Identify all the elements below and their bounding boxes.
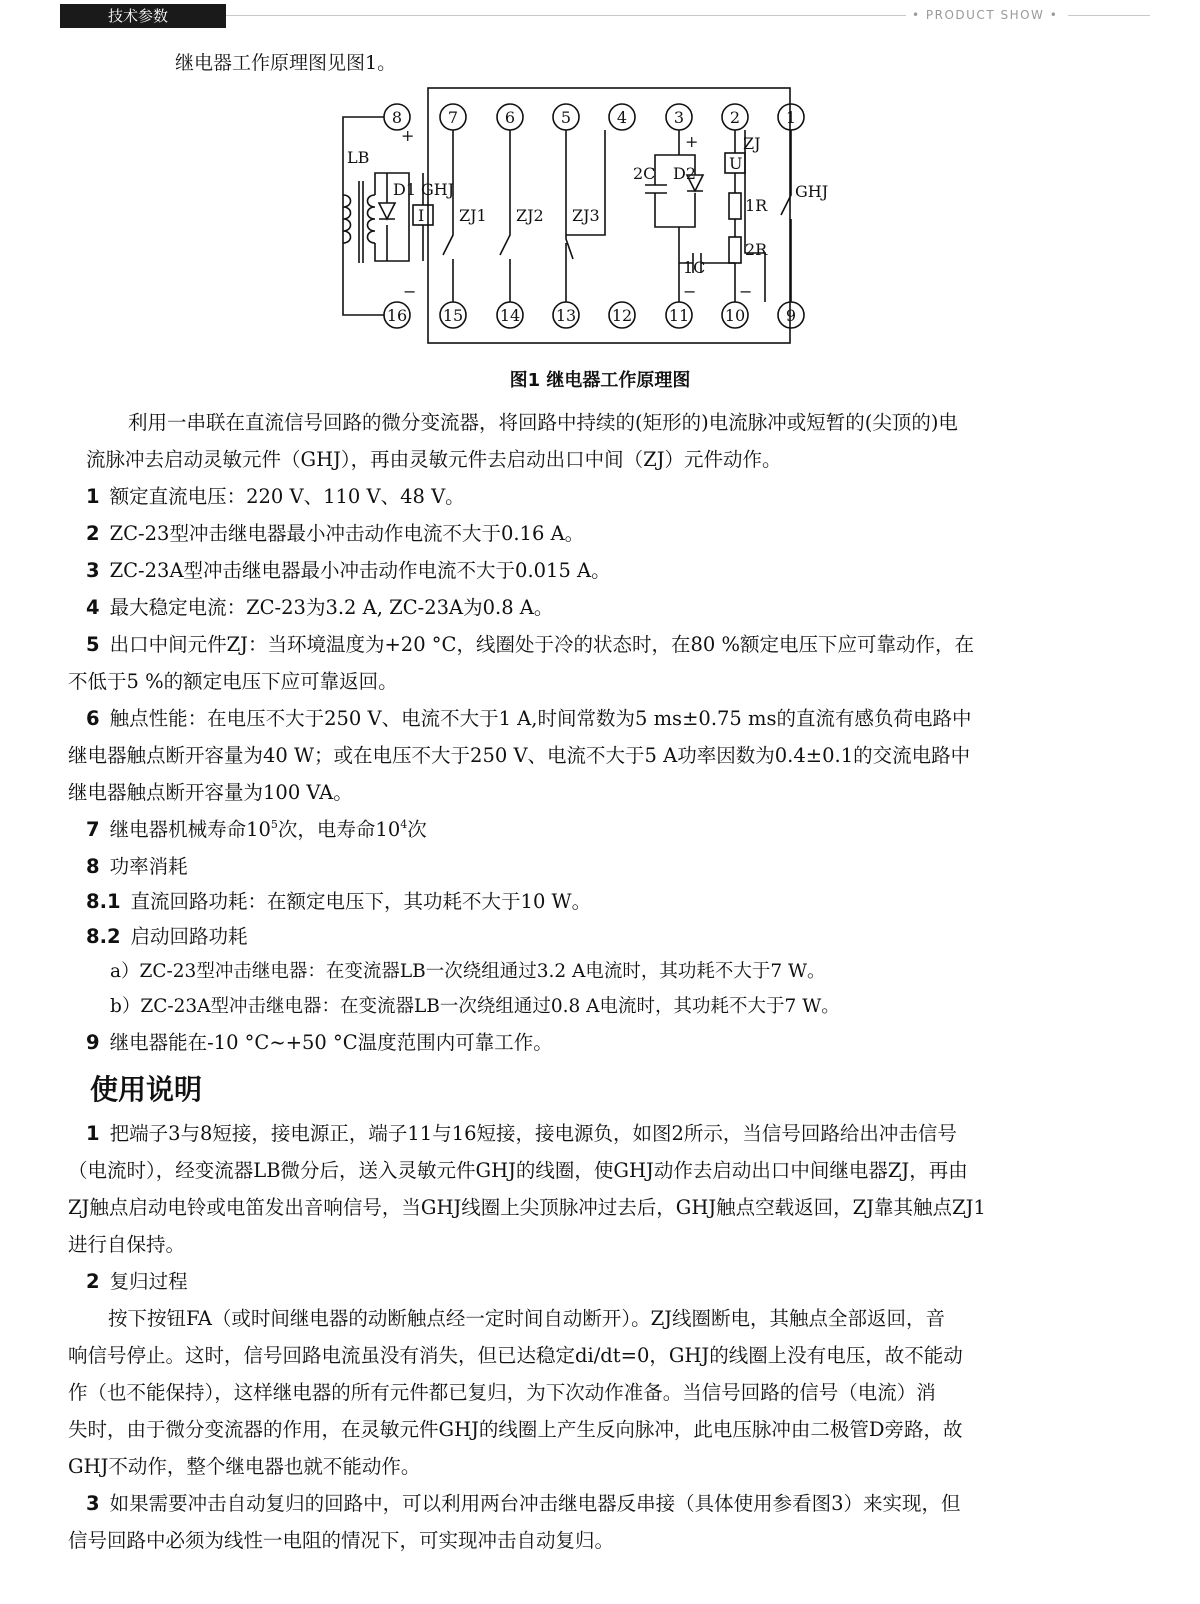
param-item-2: 2 ZC-23型冲击继电器最小冲击动作电流不大于0.16 A。: [86, 522, 585, 545]
usage-2-line-5: GHJ不动作，整个继电器也就不能动作。: [68, 1455, 421, 1478]
label-i: I: [418, 206, 425, 225]
description-line-2: 流脉冲去启动灵敏元件（GHJ），再由灵敏元件去启动出口中间（ZJ）元件动作。: [86, 448, 782, 471]
r2-resistor: [729, 237, 741, 263]
usage-3-line-2: 信号回路中必须为线性一电阻的情况下，可实现冲击自动复归。: [68, 1529, 615, 1552]
label-2r: 2R: [745, 240, 768, 259]
terminal-3: 3: [673, 108, 685, 127]
label-zj1: ZJ1: [459, 206, 487, 225]
zj2-contact: [500, 130, 510, 302]
usage-1-line-2: （电流时），经变流器LB微分后，送入灵敏元件GHJ的线圈，使GHJ动作去启动出口中间继电器ZJ，再由: [68, 1159, 968, 1182]
usage-2-title: 2 复归过程: [86, 1270, 188, 1293]
terminal-16: 16: [386, 306, 408, 325]
minus-16: −: [403, 282, 417, 301]
terminal-5: 5: [560, 108, 572, 127]
param-item-9: 9 继电器能在-10 °C~+50 °C温度范围内可靠工作。: [86, 1031, 553, 1054]
label-d2: D2: [673, 164, 697, 183]
param-item-1: 1 额定直流电压：220 V、110 V、48 V。: [86, 485, 465, 508]
brand-label: • PRODUCT SHOW •: [912, 8, 1059, 22]
page-header: [0, 0, 1200, 32]
terminal-7: 7: [447, 108, 459, 127]
label-u: U: [729, 154, 743, 173]
terminal-15: 15: [442, 306, 464, 325]
param-item-6-line-3: 继电器触点断开容量为100 VA。: [68, 781, 353, 804]
figure-caption: 图1 继电器工作原理图: [509, 370, 691, 391]
terminal-2: 2: [729, 108, 741, 127]
usage-2-line-1: 按下按钮FA（或时间继电器的动断触点经一定时间自动断开）。ZJ线圈断电，其触点全部返回，音: [108, 1307, 946, 1330]
zj-loop-wire: [745, 130, 765, 302]
plus-3: +: [685, 132, 699, 151]
lb-secondary-coil: [368, 195, 376, 243]
terminal-13: 13: [555, 306, 577, 325]
description-line-1: 利用一串联在直流信号回路的微分变流器，将回路中持续的(矩形的)电流脉冲或短暂的(尖顶的)电: [128, 411, 958, 434]
terminal-11: 11: [668, 306, 690, 325]
usage-1-line-3: ZJ触点启动电铃或电笛发出音响信号，当GHJ线圈上尖顶脉冲过去后，GHJ触点空载返回，ZJ靠其触点ZJ1: [68, 1196, 986, 1219]
param-item-6-line-1: 6 触点性能：在电压不大于250 V、电流不大于1 A,时间常数为5 ms±0.75 ms的直流有感负荷电路中: [86, 707, 972, 730]
label-zj3: ZJ3: [572, 206, 600, 225]
lb-primary-coil: [343, 195, 351, 243]
param-item-8-2-b: b）ZC-23A型冲击继电器：在变流器LB一次绕组通过0.8 A电流时，其功耗不大于7 W。: [110, 996, 840, 1017]
param-item-8: 8 功率消耗: [86, 855, 188, 878]
terminal-12: 12: [611, 306, 633, 325]
c2-capacitor: [645, 185, 667, 193]
label-1c: 1C: [683, 258, 706, 277]
label-1r: 1R: [745, 196, 768, 215]
usage-1-line-1: 1 把端子3与8短接，接电源正，端子11与16短接，接电源负，如图2所示，当信号回路给出冲击信号: [86, 1122, 957, 1145]
terminal-14: 14: [499, 306, 521, 325]
label-zj: ZJ: [743, 134, 761, 153]
usage-3-line-1: 3 如果需要冲击自动复归的回路中，可以利用两台冲击继电器反串接（具体使用参看图3）来实现，但: [86, 1492, 961, 1515]
usage-2-line-4: 失时，由于微分变流器的作用，在灵敏元件GHJ的线圈上产生反向脉冲，此电压脉冲由二极管D旁路，故: [68, 1418, 963, 1441]
param-item-6-line-2: 继电器触点断开容量为40 W；或在电压不大于250 V、电流不大于5 A功率因数为0.4±0.1的交流电路中: [68, 744, 971, 767]
usage-1-line-4: 进行自保持。: [68, 1233, 186, 1256]
terminal-6: 6: [504, 108, 516, 127]
terminal-9: 9: [785, 306, 797, 325]
terminal-4: 4: [616, 108, 628, 127]
label-ghj-coil: GHJ: [421, 180, 455, 199]
param-item-5-line-2: 不低于5 %的额定电压下应可靠返回。: [68, 670, 398, 693]
terminal-8: 8: [391, 108, 403, 127]
zj1-contact: [443, 130, 453, 302]
param-item-3: 3 ZC-23A型冲击继电器最小冲击动作电流不大于0.015 A。: [86, 559, 611, 582]
param-item-8-1: 8.1 直流回路功耗：在额定电压下，其功耗不大于10 W。: [86, 890, 592, 913]
param-item-8-2: 8.2 启动回路功耗: [86, 925, 248, 948]
label-lb: LB: [347, 148, 370, 167]
minus-10: −: [739, 282, 753, 301]
intro-text: 继电器工作原理图见图1。: [175, 52, 397, 74]
terminal-10: 10: [724, 306, 746, 325]
usage-heading: 使用说明: [90, 1073, 203, 1106]
header-rule-left: [226, 15, 906, 16]
param-item-4: 4 最大稳定电流：ZC-23为3.2 A, ZC-23A为0.8 A。: [86, 596, 554, 619]
usage-2-line-2: 响信号停止。这时，信号回路电流虽没有消失，但已达稳定di/dt=0，GHJ的线圈上没有电压，故不能动: [68, 1344, 963, 1367]
section-tag: 技术参数: [60, 4, 226, 28]
usage-2-line-3: 作（也不能保持），这样继电器的所有元件都已复归，为下次动作准备。当信号回路的信号（电流）消: [68, 1381, 936, 1404]
label-2c: 2C: [633, 164, 656, 183]
param-item-8-2-a: a）ZC-23型冲击继电器：在变流器LB一次绕组通过3.2 A电流时，其功耗不大于7 W。: [110, 961, 826, 982]
label-zj2: ZJ2: [516, 206, 544, 225]
terminal-1: 1: [785, 108, 797, 127]
r1-resistor: [729, 193, 741, 219]
label-ghj-contact: GHJ: [795, 182, 829, 201]
relay-circuit-diagram: [335, 85, 829, 350]
param-item-7: 7 继电器机械寿命$10^5$次，电寿命$10^4$次: [86, 818, 427, 841]
header-rule-right: [1068, 15, 1150, 16]
plus-8: +: [401, 126, 415, 145]
label-d1: D1: [393, 180, 417, 199]
minus-11: −: [683, 282, 697, 301]
param-item-5-line-1: 5 出口中间元件ZJ：当环境温度为+20 °C，线圈处于冷的状态时，在80 %额定电压下应可靠动作，在: [86, 633, 975, 656]
